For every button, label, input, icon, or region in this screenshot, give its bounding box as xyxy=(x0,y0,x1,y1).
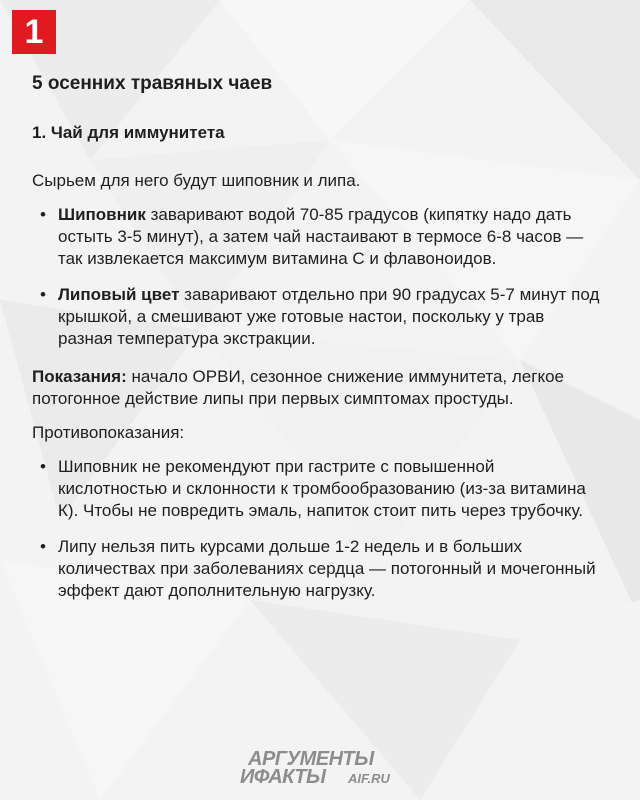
aif-logo xyxy=(240,748,415,790)
list-item xyxy=(32,536,602,602)
logo-line-2: ИФАКТЫ xyxy=(240,766,326,788)
list-item xyxy=(32,284,602,350)
bullet-icon: • xyxy=(40,205,46,224)
bullet-icon: • xyxy=(40,285,46,304)
ingredients-list xyxy=(32,204,602,350)
list-item xyxy=(32,456,602,522)
item-text: Шиповник не рекомендуют при гастрите с повышенной кислотностью и склонности к тромбообразованию (из-за витамина К). Чтобы не повредить эмаль, напиток стоит пить через трубочку. xyxy=(58,457,586,520)
bullet-icon: • xyxy=(40,537,46,556)
contraindications-heading: Противопоказания: xyxy=(32,423,185,442)
article-content xyxy=(32,72,602,616)
item-term: Липовый цвет xyxy=(58,285,180,304)
indications-paragraph xyxy=(32,366,602,410)
intro-paragraph: Сырьем для него будут шиповник и липа. xyxy=(32,171,361,190)
article-title: 5 осенних травяных чаев xyxy=(32,73,273,94)
section-title: 1. Чай для иммунитета xyxy=(32,123,225,142)
item-term: Шиповник xyxy=(58,205,146,224)
item-text: Липу нельзя пить курсами дольше 1-2 недель и в больших количествах при заболеваниях сердца — потогонный и мочегонный эффект дают дополнительную нагрузку. xyxy=(58,537,596,600)
logo-domain: AIF.RU xyxy=(348,771,390,786)
item-text: заваривают отдельно при 90 градусах 5-7 минут под крышкой, а смешивают уже готовые настои, поскольку у трав разная температура экстракции. xyxy=(58,285,600,348)
indications-label: Показания: xyxy=(32,367,127,386)
number-badge: 1 xyxy=(12,10,56,54)
bullet-icon: • xyxy=(40,457,46,476)
list-item xyxy=(32,204,602,270)
item-text: заваривают водой 70-85 градусов (кипятку надо дать остыть 3-5 минут), а затем чай настаивают в термосе 6-8 часов — так извлекается максимум витамина С и флавоноидов. xyxy=(58,205,584,268)
logo-line-1: АРГУМЕНТЫ xyxy=(248,748,374,770)
contraindications-list xyxy=(32,456,602,602)
indications-text: начало ОРВИ, сезонное снижение иммунитета, легкое потогонное действие липы при первых симптомах простуды. xyxy=(32,367,564,408)
